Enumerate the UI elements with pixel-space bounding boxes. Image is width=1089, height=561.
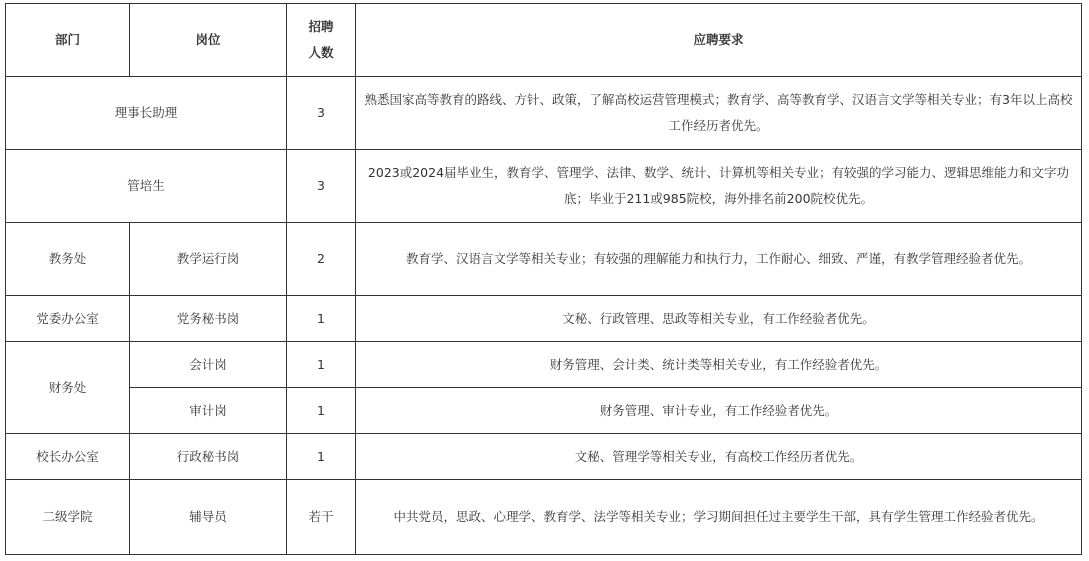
requirements-cell: 熟悉国家高等教育的路线、方针、政策，了解高校运营管理模式；教育学、高等教育学、汉语言文学等相关专业；有3年以上高校工作经历者优先。 bbox=[356, 77, 1082, 150]
requirements-cell: 文秘、管理学等相关专业，有高校工作经历者优先。 bbox=[356, 434, 1082, 480]
requirements-cell: 2023或2024届毕业生，教育学、管理学、法律、数学、统计、计算机等相关专业；有较强的学习能力、逻辑思维能力和文字功底；毕业于211或985院校，海外排名前200院校优先。 bbox=[356, 150, 1082, 223]
table-header-row bbox=[6, 4, 1082, 77]
post-cell: 行政秘书岗 bbox=[130, 434, 287, 480]
requirements-cell: 财务管理、会计类、统计类等相关专业，有工作经验者优先。 bbox=[356, 342, 1082, 388]
count-cell: 1 bbox=[287, 296, 356, 342]
post-cell: 教学运行岗 bbox=[130, 223, 287, 296]
post-cell: 会计岗 bbox=[130, 342, 287, 388]
post-cell: 辅导员 bbox=[130, 480, 287, 555]
count-cell: 1 bbox=[287, 388, 356, 434]
post-cell: 管培生 bbox=[6, 150, 287, 223]
post-cell: 理事长助理 bbox=[6, 77, 287, 150]
header-count-line2: 人数 bbox=[308, 45, 334, 60]
post-cell: 党务秘书岗 bbox=[130, 296, 287, 342]
dept-cell: 校长办公室 bbox=[6, 434, 130, 480]
dept-cell: 二级学院 bbox=[6, 480, 130, 555]
table-row bbox=[6, 296, 1082, 342]
header-dept: 部门 bbox=[6, 4, 130, 77]
dept-cell: 教务处 bbox=[6, 223, 130, 296]
count-cell: 1 bbox=[287, 342, 356, 388]
count-cell: 2 bbox=[287, 223, 356, 296]
dept-cell: 财务处 bbox=[6, 342, 130, 434]
count-cell: 3 bbox=[287, 150, 356, 223]
table-row bbox=[6, 77, 1082, 150]
table-row bbox=[6, 223, 1082, 296]
table-row bbox=[6, 342, 1082, 388]
requirements-cell: 教育学、汉语言文学等相关专业；有较强的理解能力和执行力，工作耐心、细致、严谨，有教学管理经验者优先。 bbox=[356, 223, 1082, 296]
count-cell: 若干 bbox=[287, 480, 356, 555]
table-row bbox=[6, 150, 1082, 223]
requirements-cell: 中共党员，思政、心理学、教育学、法学等相关专业；学习期间担任过主要学生干部，具有学生管理工作经验者优先。 bbox=[356, 480, 1082, 555]
post-cell: 审计岗 bbox=[130, 388, 287, 434]
requirements-cell: 财务管理、审计专业，有工作经验者优先。 bbox=[356, 388, 1082, 434]
dept-cell: 党委办公室 bbox=[6, 296, 130, 342]
header-requirements: 应聘要求 bbox=[356, 4, 1082, 77]
count-cell: 3 bbox=[287, 77, 356, 150]
requirements-cell: 文秘、行政管理、思政等相关专业，有工作经验者优先。 bbox=[356, 296, 1082, 342]
table-row bbox=[6, 434, 1082, 480]
header-post: 岗位 bbox=[130, 4, 287, 77]
count-cell: 1 bbox=[287, 434, 356, 480]
table-row bbox=[6, 388, 1082, 434]
recruitment-table bbox=[5, 3, 1082, 555]
table-row bbox=[6, 480, 1082, 555]
header-count bbox=[287, 4, 356, 77]
header-count-line1: 招聘 bbox=[308, 19, 334, 34]
